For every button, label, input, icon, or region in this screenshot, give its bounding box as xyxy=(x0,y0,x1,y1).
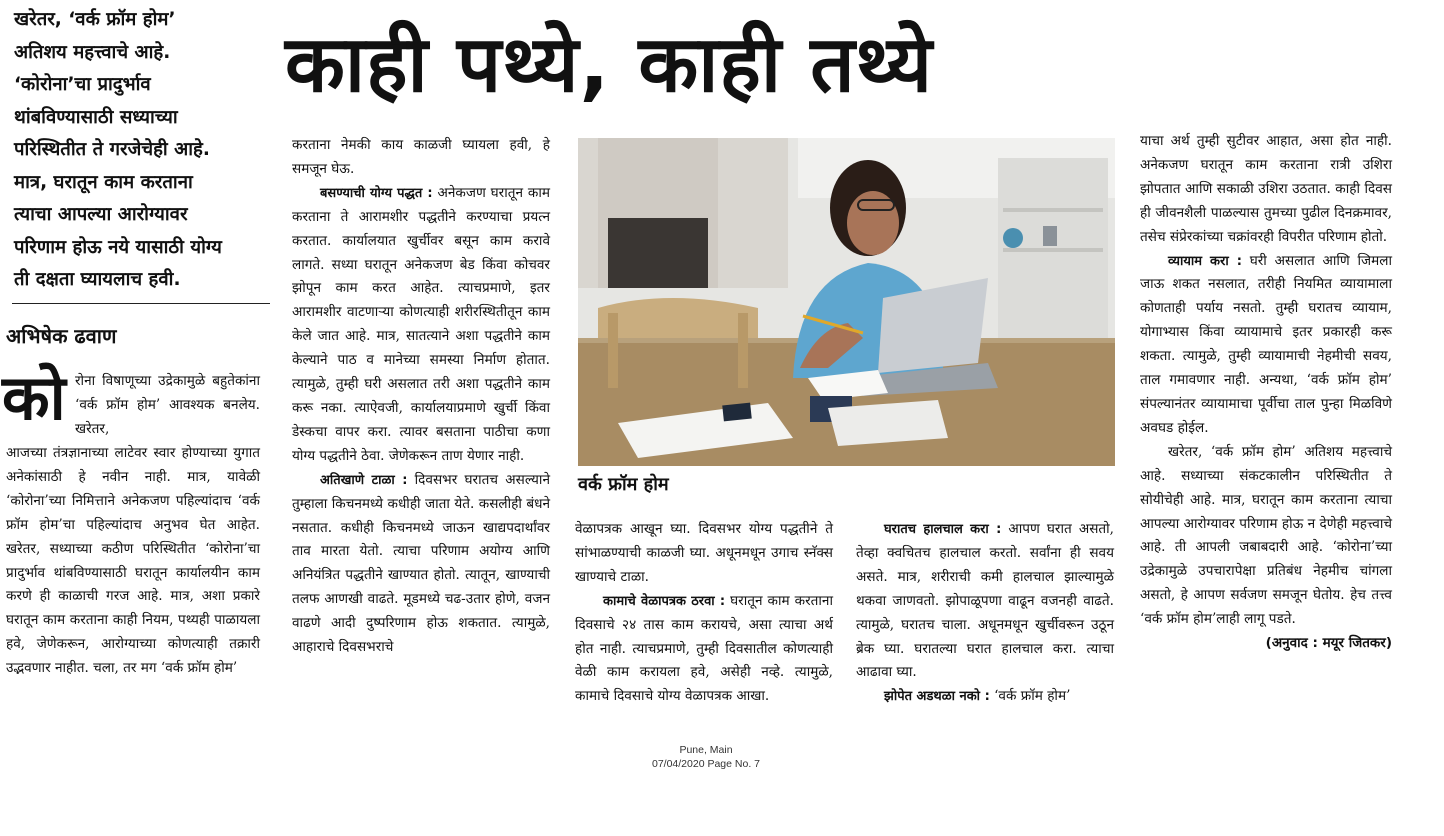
pull-quote-line: त्याचा आपल्या आरोग्यावर xyxy=(14,204,188,225)
pull-quote-line: ‘कोरोना’चा प्रादुर्भाव xyxy=(14,74,151,95)
subheading: कामाचे वेळापत्रक ठरवा : xyxy=(603,593,726,609)
pull-quote-line: अतिशय महत्त्वाचे आहे. xyxy=(14,41,171,63)
article-column-5 xyxy=(1140,130,1392,656)
paragraph: करताना नेमकी काय काळजी घ्यायला हवी, हे समजून घेऊ. xyxy=(292,137,550,177)
subheading: घरातच हालचाल करा : xyxy=(884,522,1002,537)
article-column-2 xyxy=(292,134,550,660)
paragraph xyxy=(856,518,1114,685)
paragraph: खरेतर, ‘वर्क फ्रॉम होम’ अतिशय महत्त्वाचे आहे. सध्याच्या संकटकालीन परिस्थितीत ते सोयीचेही आहे. मात्र, घरातून काम करताना त्याचा आपल्या आरोग्यावर परिणाम होऊ न देणेही महत्त्वाचे आहे. ती आपली जबाबदारी आहे. ‘कोरोना’च्या उद्रेकामुळे उपचारापेक्षा प्रतिबंध नेहमीच चांगला असतो, हे आपण सर्वजण समजून घेतोय. हेच तत्त्व ‘वर्क फ्रॉम होम’लाही लागू पडते. xyxy=(1140,443,1392,628)
paragraph-text: अनेकजण घरातून काम करताना ते आरामशीर पद्धतीने करण्याचा प्रयत्न करतात. कार्यालयात खुर्चीवर बसून काम करावे लागते. सध्या घरातून अनेकजण बेड किंवा कोचवर झोपून काम करत आहेत. त्याचप्रमाणे, इतर आरामशीर वाटणाऱ्या कोणत्याही शरीरस्थितीतून काम केले जात आहे. मात्र, सातत्याने अशा पद्धतीने काम केल्याने पाठ व मानेच्या समस्या निर्माण होतात. त्यामुळे, तुम्ही घरी असलात तरी अशा पद्धतीने काम करू नका. त्याऐवजी, कार्यालयाप्रमाणे खुर्ची किंवा डेस्कचा वापर करा. त्यावर बसताना पाठीचा कणा योग्य पद्धतीने ठेवा. जेणेकरून ताण येणार नाही. xyxy=(292,184,550,464)
byline: अभिषेक ढवाण xyxy=(6,324,117,348)
paragraph: वेळापत्रक आखून घ्या. दिवसभर योग्य पद्धतीने ते सांभाळण्याची काळजी घ्या. अधूनमधून उगाच स्नॅक्स खाण्याचे टाळा. xyxy=(575,521,833,585)
photo-caption: वर्क फ्रॉम होम xyxy=(578,474,669,495)
paragraph: रोना विषाणूच्या उद्रेकामुळे बहुतेकांना ‘वर्क फ्रॉम होम’ आवश्यक बनलेय. खरेतर, xyxy=(75,373,260,437)
article-intro xyxy=(75,370,260,442)
subheading: अतिखाणे टाळा : xyxy=(320,472,408,488)
pull-quote-line: थांबविण्यासाठी सध्याच्या xyxy=(14,106,178,128)
divider xyxy=(12,303,270,304)
page-footer xyxy=(600,743,812,771)
edition-label: Pune, Main xyxy=(679,744,733,756)
paragraph xyxy=(1140,250,1392,441)
translation-credit: (अनुवाद : मयूर जितकर) xyxy=(1265,635,1392,652)
date-page-label: 07/04/2020 Page No. 7 xyxy=(651,758,760,770)
paragraph xyxy=(856,685,1114,709)
pull-quote-line: ती दक्षता घ्यायलाच हवी. xyxy=(14,269,181,290)
article-column-1 xyxy=(6,442,260,681)
pull-quote-line: खरेतर, ‘वर्क फ्रॉम होम’ xyxy=(14,9,176,30)
pull-quote-line: मात्र, घरातून काम करताना xyxy=(14,171,193,193)
pull-quote xyxy=(14,4,269,297)
woman-working-on-laptop-image xyxy=(578,138,1115,466)
paragraph xyxy=(292,469,550,660)
subheading: व्यायाम करा : xyxy=(1168,253,1242,269)
pull-quote-line: परिणाम होऊ नये यासाठी योग्य xyxy=(14,236,222,258)
paragraph-text: ‘वर्क फ्रॉम होम’ xyxy=(994,688,1071,705)
pull-quote-line: परिस्थितीत ते गरजेचेही आहे. xyxy=(14,139,210,160)
paragraph: याचा अर्थ तुम्ही सुटीवर आहात, असा होत नाही. अनेकजण घरातून काम करताना रात्री उशिरा झोपतात आणि सकाळी उशिरा उठतात. काही दिवस ही जीवनशैली पाळल्यास तुमच्या पुढील दिनक्रमावर, तसेच संप्रेरकांच्या चक्रांवरही विपरीत परिणाम होतो. xyxy=(1140,133,1392,245)
paragraph-text: आपण घरात असतो, तेव्हा क्वचितच हालचाल करतो. सर्वांना ही सवय असते. मात्र, शरीराची कमी हालचाल झाल्यामुळे थकवा जाणवतो. झोपाळूपणा वाढून वजनही वाढते. त्यामुळे, घरातच चाला. अधूनमधून खुर्चीवरून उठून ब्रेक घ्या. घरातल्या घरात हालचाल करा. त्याचा आढावा घ्या. xyxy=(856,521,1115,681)
paragraph-text: घरी असलात आणि जिमला जाऊ शकत नसलात, तरीही नियमित व्यायामाला कोणताही पर्याय नसतो. तुम्ही घरातच व्यायाम, योगाभ्यास किंवा व्यायामाचे इतर प्रकारही करू शकता. त्यामुळे, तुम्ही व्यायामाची नेहमीची सवय, ताल गमावणार नाही. अन्यथा, ‘वर्क फ्रॉम होम’ संपल्यानंतर व्यायामाचा पूर्वीचा ताल पुन्हा मिळविणे अवघड होईल. xyxy=(1140,252,1393,436)
subheading: झोपेत अडथळा नको : xyxy=(884,689,990,705)
headline: काही पथ्ये, काही तथ्ये xyxy=(285,20,934,110)
paragraph xyxy=(292,182,550,469)
subheading: बसण्याची योग्य पद्धत : xyxy=(320,185,433,201)
paragraph xyxy=(575,590,833,710)
paragraph-text: घरातून काम करताना दिवसाचे २४ तास काम करायचे, असा त्याचा अर्थ होत नाही. त्याचप्रमाणे, तुम्ही दिवसातील कोणत्याही वेळी काम करायला हवे, असेही नव्हे. त्यामुळे, कामाचे दिवसाचे योग्य वेळापत्रक आखा. xyxy=(575,592,833,705)
article-photo xyxy=(578,138,1115,466)
article-column-3 xyxy=(575,518,833,709)
paragraph-text: दिवसभर घरातच असल्याने तुम्हाला किचनमध्ये कधीही जाता येते. कसलीही बंधने नसतात. कधीही किचनमध्ये जाऊन खाद्यपदार्थांवर ताव मारता येतो. त्याचा परिणाम अयोग्य आणि अनियंत्रित पद्धतीने खाण्यात होतो. त्यातून, खाण्याची तलफ आणखी वाढते. मूडमध्ये चढ-उतार होणे, वजन वाढणे आदी दुष्परिणाम होऊ शकतात. त्यामुळे, आहाराचे दिवसभराचे xyxy=(292,471,550,656)
drop-cap: को xyxy=(2,361,66,434)
article-column-4 xyxy=(856,518,1114,709)
paragraph: आजच्या तंत्रज्ञानाच्या लाटेवर स्वार होण्याच्या युगात अनेकांसाठी हे नवीन नाही. मात्र, यावेळी ‘कोरोना’च्या निमित्ताने अनेकजण पहिल्यांदाच ‘वर्क फ्रॉम होम’चा पहिल्यांदाच अनुभव घेत आहेत. खरेतर, सध्याच्या कठीण परिस्थितीत ‘कोरोना’चा प्रादुर्भाव थांबविण्यासाठी घरातून कार्यालयीन काम करणे ही काळाची गरज आहे. मात्र, अशा प्रकारे घरातून काम करताना काही नियम, पथ्यही पाळायला हवे, जेणेकरून, आरोग्याच्या कोणत्याही तक्रारी उद्भवणार नाहीत. चला, तर मग ‘वर्क फ्रॉम होम’ xyxy=(6,445,260,677)
